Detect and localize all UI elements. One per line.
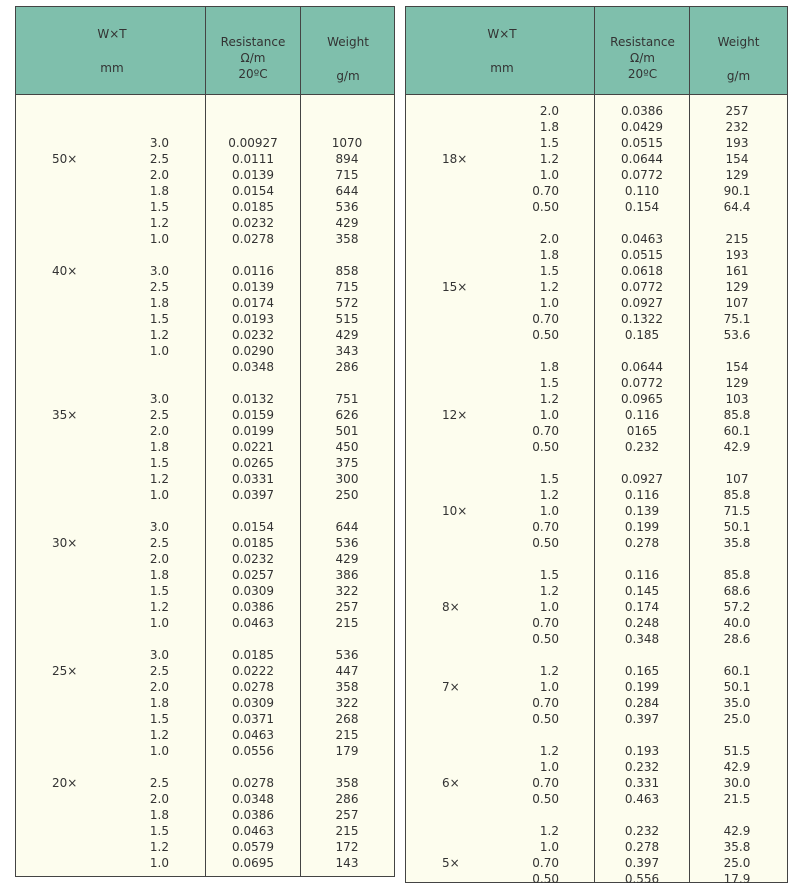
mm-label: mm: [100, 61, 124, 75]
thickness-cell: 1.8: [539, 248, 559, 262]
weight-cell: 50.1: [723, 520, 751, 534]
weight-cell: 257: [335, 808, 359, 822]
weight-cell: 107: [725, 296, 749, 310]
thickness-cell: 1.8: [149, 808, 169, 822]
weight-cell: 129: [725, 168, 749, 182]
weight-cell: 42.9: [723, 824, 751, 838]
thickness-cell: 1.5: [149, 584, 169, 598]
weight-cell: 268: [335, 712, 359, 726]
thickness-cell: 1.5: [149, 712, 169, 726]
weight-cell: 85.8: [723, 488, 751, 502]
thickness-cell: 1.0: [149, 344, 169, 358]
wxt-label: W×T: [97, 27, 127, 41]
weight-cell: 572: [335, 296, 359, 310]
thickness-cell: 2.0: [539, 104, 559, 118]
resistance-cell: 0.165: [624, 664, 660, 678]
resistance-label: Resistance: [220, 35, 286, 49]
thickness-cell: 1.2: [149, 600, 169, 614]
resistance-cell: 0.284: [624, 696, 660, 710]
thickness-cell: 2.5: [149, 152, 169, 166]
resistance-cell: 0.0386: [232, 808, 274, 822]
resistance-cell: 0.0965: [621, 392, 663, 406]
resistance-cell: 0.463: [624, 792, 660, 806]
thickness-cell: 1.0: [539, 504, 559, 518]
weight-cell: 143: [335, 856, 359, 870]
weight-cell: 21.5: [723, 792, 751, 806]
resistance-cell: 0.0232: [232, 552, 274, 566]
resistance-cell: 0.145: [624, 584, 660, 598]
weight-cell: 25.0: [723, 712, 751, 726]
thickness-cell: 1.0: [149, 488, 169, 502]
resistance-cell: 0.0185: [232, 200, 274, 214]
weight-cell: 358: [335, 232, 359, 246]
resistance-cell: 0.0348: [232, 360, 274, 374]
thickness-cell: 0.50: [532, 536, 559, 550]
weight-cell: 429: [335, 216, 359, 230]
right-table-header: [406, 7, 787, 95]
thickness-cell: 1.2: [539, 664, 559, 678]
thickness-cell: 2.5: [149, 664, 169, 678]
thickness-cell: 1.2: [539, 280, 559, 294]
thickness-cell: 2.0: [149, 552, 169, 566]
resistance-label: Resistance: [610, 35, 675, 49]
resistance-cell: 0.0232: [232, 328, 274, 342]
thickness-cell: 3.0: [149, 648, 169, 662]
width-cell: 15×: [442, 280, 468, 294]
resistance-cell: 0.116: [624, 568, 660, 582]
resistance-cell: 0.0139: [232, 168, 274, 182]
resistance-cell: 0.0618: [621, 264, 663, 278]
weight-label: Weight: [717, 35, 760, 49]
weight-cell: 35.8: [723, 536, 751, 550]
resistance-cell: 0.0222: [232, 664, 274, 678]
thickness-cell: 1.5: [539, 568, 559, 582]
resistance-cell: 0.0111: [232, 152, 274, 166]
ohm-per-m-label: Ω/m: [630, 51, 655, 65]
resistance-cell: 0.174: [624, 600, 660, 614]
resistance-cell: 0.0278: [232, 680, 274, 694]
resistance-cell: 0.00927: [228, 136, 278, 150]
thickness-cell: 3.0: [149, 136, 169, 150]
thickness-cell: 1.5: [149, 312, 169, 326]
resistance-cell: 0.331: [624, 776, 660, 790]
resistance-cell: 0.0199: [232, 424, 274, 438]
resistance-cell: 0.232: [624, 824, 660, 838]
weight-cell: 193: [725, 136, 749, 150]
thickness-cell: 1.2: [539, 584, 559, 598]
thickness-cell: 1.0: [149, 856, 169, 870]
weight-cell: 25.0: [723, 856, 751, 870]
resistance-cell: 0.0185: [232, 536, 274, 550]
thickness-cell: 1.0: [149, 744, 169, 758]
weight-cell: 129: [725, 280, 749, 294]
weight-cell: 626: [335, 408, 359, 422]
weight-cell: 215: [335, 616, 359, 630]
weight-cell: 286: [335, 792, 359, 806]
thickness-cell: 1.8: [149, 184, 169, 198]
thickness-cell: 0.50: [532, 440, 559, 454]
weight-cell: 343: [335, 344, 359, 358]
resistance-cell: 0.0290: [232, 344, 274, 358]
weight-cell: 28.6: [723, 632, 751, 646]
thickness-cell: 1.5: [539, 472, 559, 486]
resistance-cell: 0.0185: [232, 648, 274, 662]
thickness-cell: 1.5: [149, 456, 169, 470]
thickness-cell: 1.2: [539, 824, 559, 838]
left-table-body: [16, 95, 394, 876]
weight-cell: 85.8: [723, 408, 751, 422]
resistance-cell: 0.0232: [232, 216, 274, 230]
weight-cell: 85.8: [723, 568, 751, 582]
resistance-cell: 0.556: [624, 872, 660, 886]
thickness-cell: 1.2: [149, 840, 169, 854]
thickness-cell: 0.50: [532, 792, 559, 806]
weight-cell: 715: [335, 168, 359, 182]
thickness-cell: 0.70: [532, 312, 559, 326]
thickness-cell: 1.8: [149, 440, 169, 454]
resistance-cell: 0.0331: [232, 472, 274, 486]
thickness-cell: 1.0: [539, 296, 559, 310]
thickness-cell: 1.2: [539, 488, 559, 502]
weight-cell: 232: [725, 120, 749, 134]
resistance-cell: 0.0463: [232, 728, 274, 742]
thickness-cell: 1.2: [149, 728, 169, 742]
thickness-cell: 2.5: [149, 408, 169, 422]
width-cell: 7×: [442, 680, 460, 694]
width-cell: 20×: [52, 776, 78, 790]
weight-cell: 286: [335, 360, 359, 374]
weight-cell: 154: [725, 360, 749, 374]
weight-cell: 161: [725, 264, 749, 278]
resistance-cell: 0.0515: [621, 248, 663, 262]
resistance-cell: 0.0309: [232, 696, 274, 710]
resistance-cell: 0.0772: [621, 168, 663, 182]
resistance-cell: 0.232: [624, 760, 660, 774]
wxt-label: W×T: [487, 27, 517, 41]
thickness-cell: 1.0: [539, 680, 559, 694]
resistance-cell: 0.0348: [232, 792, 274, 806]
thickness-cell: 0.70: [532, 856, 559, 870]
weight-cell: 103: [725, 392, 749, 406]
thickness-cell: 1.0: [149, 616, 169, 630]
width-cell: 30×: [52, 536, 78, 550]
weight-cell: 429: [335, 328, 359, 342]
weight-cell: 644: [335, 520, 359, 534]
weight-cell: 35.0: [723, 696, 751, 710]
resistance-cell: 0.0695: [232, 856, 274, 870]
weight-cell: 68.6: [723, 584, 751, 598]
thickness-cell: 1.0: [539, 840, 559, 854]
weight-cell: 42.9: [723, 760, 751, 774]
resistance-cell: 0.0463: [621, 232, 663, 246]
resistance-cell: 0.397: [624, 856, 660, 870]
thickness-cell: 1.2: [149, 216, 169, 230]
thickness-cell: 1.8: [149, 568, 169, 582]
resistance-cell: 0.0397: [232, 488, 274, 502]
thickness-cell: 0.50: [532, 712, 559, 726]
weight-cell: 75.1: [723, 312, 751, 326]
thickness-cell: 2.5: [149, 776, 169, 790]
resistance-cell: 0.0644: [621, 360, 663, 374]
weight-cell: 154: [725, 152, 749, 166]
resistance-cell: 0.0927: [621, 472, 663, 486]
thickness-cell: 1.2: [539, 392, 559, 406]
width-cell: 25×: [52, 664, 78, 678]
width-cell: 10×: [442, 504, 468, 518]
weight-cell: 358: [335, 776, 359, 790]
weight-cell: 322: [335, 696, 359, 710]
weight-cell: 42.9: [723, 440, 751, 454]
weight-cell: 51.5: [723, 744, 751, 758]
weight-cell: 358: [335, 680, 359, 694]
thickness-cell: 1.5: [539, 136, 559, 150]
weight-cell: 375: [335, 456, 359, 470]
resistance-cell: 0.0463: [232, 824, 274, 838]
resistance-cell: 0.199: [624, 680, 660, 694]
right-table: [405, 6, 788, 886]
resistance-cell: 0.0221: [232, 440, 274, 454]
weight-cell: 215: [335, 824, 359, 838]
resistance-cell: 0.199: [624, 520, 660, 534]
thickness-cell: 3.0: [149, 520, 169, 534]
thickness-cell: 0.70: [532, 616, 559, 630]
weight-cell: 1070: [331, 136, 363, 150]
weight-cell: 64.4: [723, 200, 751, 214]
mm-label: mm: [490, 61, 514, 75]
weight-cell: 501: [335, 424, 359, 438]
thickness-cell: 1.8: [539, 360, 559, 374]
weight-cell: 193: [725, 248, 749, 262]
weight-cell: 250: [335, 488, 359, 502]
resistance-cell: 0.0772: [621, 376, 663, 390]
temp-label: 20ºC: [627, 67, 658, 81]
resistance-cell: 0.1322: [621, 312, 663, 326]
resistance-cell: 0.0386: [621, 104, 663, 118]
resistance-cell: 0.0278: [232, 776, 274, 790]
weight-cell: 536: [335, 200, 359, 214]
thickness-cell: 1.8: [539, 120, 559, 134]
thickness-cell: 0.50: [532, 632, 559, 646]
resistance-cell: 0.185: [624, 328, 660, 342]
resistance-cell: 0.348: [624, 632, 660, 646]
resistance-cell: 0.397: [624, 712, 660, 726]
resistance-cell: 0.0386: [232, 600, 274, 614]
weight-cell: 60.1: [723, 424, 751, 438]
thickness-cell: 0.70: [532, 424, 559, 438]
weight-cell: 751: [335, 392, 359, 406]
weight-cell: 450: [335, 440, 359, 454]
width-cell: 8×: [442, 600, 460, 614]
thickness-cell: 1.5: [149, 824, 169, 838]
weight-cell: 50.1: [723, 680, 751, 694]
resistance-cell: 0.248: [624, 616, 660, 630]
thickness-cell: 0.50: [532, 200, 559, 214]
thickness-cell: 0.70: [532, 520, 559, 534]
weight-cell: 17.9: [723, 872, 751, 886]
width-cell: 18×: [442, 152, 468, 166]
resistance-cell: 0.0579: [232, 840, 274, 854]
resistance-cell: 0.154: [624, 200, 660, 214]
weight-cell: 386: [335, 568, 359, 582]
resistance-cell: 0.0309: [232, 584, 274, 598]
width-cell: 6×: [442, 776, 460, 790]
weight-label: Weight: [327, 35, 369, 49]
resistance-cell: 0.278: [624, 536, 660, 550]
width-cell: 12×: [442, 408, 468, 422]
resistance-cell: 0.110: [624, 184, 660, 198]
weight-cell: 179: [335, 744, 359, 758]
resistance-cell: 0.0265: [232, 456, 274, 470]
g-per-m-label: g/m: [336, 69, 360, 83]
thickness-cell: 1.8: [149, 296, 169, 310]
resistance-cell: 0.0159: [232, 408, 274, 422]
resistance-cell: 0.0139: [232, 280, 274, 294]
thickness-cell: 1.0: [539, 760, 559, 774]
weight-cell: 300: [335, 472, 359, 486]
weight-cell: 60.1: [723, 664, 751, 678]
right-table-body: [406, 95, 787, 886]
thickness-cell: 1.5: [149, 200, 169, 214]
weight-cell: 715: [335, 280, 359, 294]
resistance-cell: 0.0154: [232, 520, 274, 534]
width-cell: 50×: [52, 152, 78, 166]
weight-cell: 429: [335, 552, 359, 566]
thickness-cell: 3.0: [149, 392, 169, 406]
resistance-cell: 0.116: [624, 408, 660, 422]
thickness-cell: 1.2: [149, 328, 169, 342]
weight-cell: 53.6: [723, 328, 751, 342]
resistance-cell: 0.278: [624, 840, 660, 854]
thickness-cell: 0.50: [532, 872, 559, 886]
resistance-cell: 0.0132: [232, 392, 274, 406]
thickness-cell: 1.0: [149, 232, 169, 246]
weight-cell: 257: [725, 104, 749, 118]
weight-cell: 894: [335, 152, 359, 166]
resistance-cell: 0.0927: [621, 296, 663, 310]
ohm-per-m-label: Ω/m: [240, 51, 266, 65]
resistance-cell: 0.0154: [232, 184, 274, 198]
resistance-cell: 0.0556: [232, 744, 274, 758]
resistance-cell: 0.0174: [232, 296, 274, 310]
weight-cell: 322: [335, 584, 359, 598]
weight-cell: 71.5: [723, 504, 751, 518]
thickness-cell: 2.0: [539, 232, 559, 246]
resistance-cell: 0.0644: [621, 152, 663, 166]
resistance-cell: 0.0257: [232, 568, 274, 582]
weight-cell: 90.1: [723, 184, 751, 198]
resistance-cell: 0.0772: [621, 280, 663, 294]
resistance-cell: 0.0515: [621, 136, 663, 150]
resistance-cell: 0.193: [624, 744, 660, 758]
weight-cell: 35.8: [723, 840, 751, 854]
resistance-cell: 0.0278: [232, 232, 274, 246]
resistance-cell: 0.0429: [621, 120, 663, 134]
thickness-cell: 2.0: [149, 424, 169, 438]
resistance-cell: 0.139: [624, 504, 660, 518]
weight-cell: 215: [725, 232, 749, 246]
weight-cell: 129: [725, 376, 749, 390]
width-cell: 40×: [52, 264, 78, 278]
resistance-cell: 0.0463: [232, 616, 274, 630]
thickness-cell: 1.2: [539, 744, 559, 758]
weight-cell: 447: [335, 664, 359, 678]
thickness-cell: 1.8: [149, 696, 169, 710]
thickness-cell: 1.5: [539, 264, 559, 278]
thickness-cell: 2.0: [149, 168, 169, 182]
thickness-cell: 1.2: [539, 152, 559, 166]
thickness-cell: 0.70: [532, 696, 559, 710]
thickness-cell: 2.5: [149, 280, 169, 294]
resistance-cell: 0165: [626, 424, 658, 438]
weight-cell: 57.2: [723, 600, 751, 614]
thickness-cell: 0.70: [532, 776, 559, 790]
thickness-cell: 0.70: [532, 184, 559, 198]
resistance-cell: 0.116: [624, 488, 660, 502]
g-per-m-label: g/m: [726, 69, 751, 83]
thickness-cell: 0.50: [532, 328, 559, 342]
temp-label: 20ºC: [238, 67, 268, 81]
weight-cell: 107: [725, 472, 749, 486]
thickness-cell: 2.5: [149, 536, 169, 550]
resistance-cell: 0.0116: [232, 264, 274, 278]
weight-cell: 536: [335, 648, 359, 662]
thickness-cell: 1.0: [539, 168, 559, 182]
thickness-cell: 1.0: [539, 600, 559, 614]
thickness-cell: 2.0: [149, 792, 169, 806]
thickness-cell: 2.0: [149, 680, 169, 694]
weight-cell: 172: [335, 840, 359, 854]
resistance-cell: 0.0193: [232, 312, 274, 326]
resistance-cell: 0.232: [624, 440, 660, 454]
thickness-cell: 1.0: [539, 408, 559, 422]
weight-cell: 257: [335, 600, 359, 614]
width-cell: 5×: [442, 856, 460, 870]
thickness-cell: 3.0: [149, 264, 169, 278]
thickness-cell: 1.2: [149, 472, 169, 486]
weight-cell: 644: [335, 184, 359, 198]
left-table: [15, 6, 395, 877]
width-cell: 35×: [52, 408, 78, 422]
weight-cell: 536: [335, 536, 359, 550]
thickness-cell: 1.5: [539, 376, 559, 390]
weight-cell: 215: [335, 728, 359, 742]
weight-cell: 40.0: [723, 616, 751, 630]
weight-cell: 858: [335, 264, 359, 278]
weight-cell: 30.0: [723, 776, 751, 790]
resistance-cell: 0.0371: [232, 712, 274, 726]
weight-cell: 515: [335, 312, 359, 326]
